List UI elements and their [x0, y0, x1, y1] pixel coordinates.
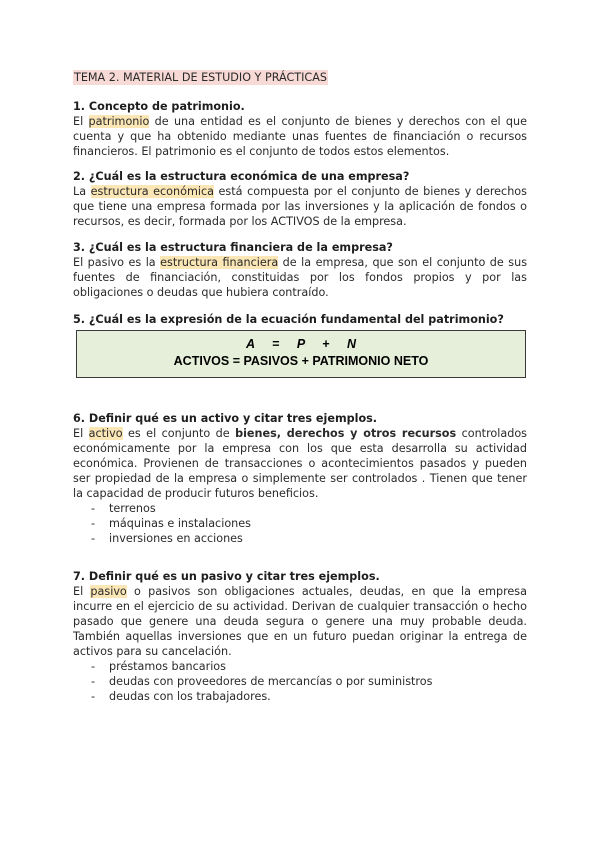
- activo-examples-list: [73, 501, 527, 546]
- section-1-paragraph: [73, 114, 527, 159]
- formula-long: ACTIVOS = PASIVOS + PATRIMONIO NETO: [173, 354, 429, 368]
- section-1: [73, 99, 527, 159]
- formula-short: A = P + N: [246, 337, 356, 351]
- pasivo-examples-list: [73, 659, 527, 704]
- text-run: o pasivos son obligaciones actuales, deudas, en que la empresa incurre en el ejercicio de su actividad. Derivan de cualquier transacción o hecho pasado que genere una deuda segura o genere una muy probable deuda. También aquellas inversiones que en un futuro puedan originar la entrega de activos para su cancelación.: [73, 585, 527, 658]
- list-item: - máquinas e instalaciones: [73, 516, 527, 531]
- text-run: El: [73, 427, 89, 440]
- section-7-heading: 7. Definir qué es un pasivo y citar tres ejemplos.: [73, 570, 380, 583]
- formula-box: [76, 330, 526, 378]
- section-3-heading: 3. ¿Cuál es la estructura financiera de la empresa?: [73, 241, 393, 254]
- section-1-heading: 1. Concepto de patrimonio.: [73, 100, 245, 113]
- section-6-paragraph: [73, 426, 527, 501]
- section-7: [73, 569, 527, 704]
- highlight-estructura-economica: estructura económica: [90, 185, 214, 198]
- text-run: La: [73, 185, 91, 198]
- section-3-paragraph: [73, 255, 527, 300]
- highlight-estructura-financiera: estructura financiera: [160, 256, 279, 269]
- bold-bienes-derechos: bienes, derechos y otros recursos: [235, 427, 457, 440]
- list-item: - terrenos: [73, 501, 527, 516]
- text-run: de una entidad es el conjunto de bienes y derechos con el que cuenta y que ha obtenido mediante unas fuentes de financiación o recursos financieros. El patrimonio es el conjunto de todos estos elementos.: [73, 115, 527, 158]
- section-6-heading: 6. Definir qué es un activo y citar tres ejemplos.: [73, 412, 378, 425]
- section-2: [73, 169, 527, 229]
- text-run: es el conjunto de: [122, 427, 236, 440]
- list-item: - deudas con proveedores de mercancías o por suministros: [73, 674, 527, 689]
- text-run: El: [73, 585, 91, 598]
- list-item: - préstamos bancarios: [73, 659, 527, 674]
- text-run: controlados económicamente por la empresa con los que esta desarrolla su actividad económica. Provienen de transacciones o acontecimientos pasados y pueden ser propiedad de la empresa o simplemente ser controlados . Tienen que tener la capacidad de producir futuros beneficios.: [73, 427, 528, 500]
- section-3: [73, 240, 527, 300]
- section-6: [73, 411, 527, 546]
- highlight-patrimonio: patrimonio: [88, 115, 150, 128]
- highlight-activo: activo: [88, 427, 123, 440]
- text-run: El pasivo es la: [73, 256, 161, 269]
- highlight-pasivo: pasivo: [90, 585, 127, 598]
- text-run: de la empresa, que son el conjunto de sus fuentes de financiación, constituidas por los fondos propios y por las obligaciones o deudas que hubiera contraído.: [73, 256, 528, 299]
- section-2-paragraph: [73, 184, 527, 229]
- section-5-heading: 5. ¿Cuál es la expresión de la ecuación fundamental del patrimonio?: [73, 313, 504, 326]
- section-7-paragraph: [73, 584, 527, 659]
- text-run: El: [73, 115, 89, 128]
- document-title: TEMA 2. MATERIAL DE ESTUDIO Y PRÁCTICAS: [74, 71, 327, 84]
- section-5: [73, 312, 527, 327]
- text-run: está compuesta por el conjunto de bienes y derechos que tiene una empresa formada por las inversiones y la aplicación de fondos o recursos, es decir, formada por los ACTIVOS de la empresa.: [73, 185, 527, 228]
- list-item: - deudas con los trabajadores.: [73, 689, 527, 704]
- list-item: - inversiones en acciones: [73, 531, 527, 546]
- section-2-heading: 2. ¿Cuál es la estructura económica de una empresa?: [73, 170, 410, 183]
